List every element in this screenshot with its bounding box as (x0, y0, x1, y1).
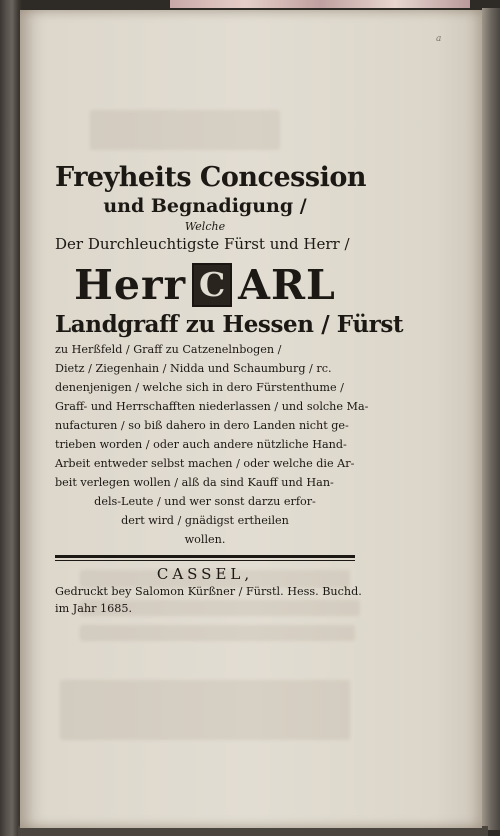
page-number: a (436, 34, 442, 44)
title-line-3: Welche (184, 220, 226, 233)
ruler-name-rest: ARL (238, 261, 336, 309)
body-line: denenjenigen / welche sich in dero Fürstenthume / (55, 381, 344, 394)
imprint-year: im Jahr 1685. (55, 602, 133, 615)
body-line: wollen. (184, 533, 226, 546)
title-line-1: Freyheits Concession (55, 162, 366, 193)
page-stack-edge (482, 8, 500, 830)
imprint-printer: Gedruckt bey Salomon Kürßner / Fürstl. Hess. Buchd. (55, 585, 362, 598)
title-page-text (55, 150, 404, 617)
body-line: zu Herßfeld / Graff zu Catzenelnbogen / (55, 343, 282, 356)
imprint-city: CASSEL, (156, 565, 254, 583)
double-rule-thick (55, 555, 355, 558)
body-text (55, 340, 369, 549)
body-line: Dietz / Ziegenhain / Nidda und Schaumburg / rc. (55, 362, 332, 375)
title-line-2: und Begnadigung / (103, 195, 307, 217)
ruler-title-word: Herr (74, 261, 187, 309)
body-line: dels-Leute / und wer sonst darzu erfor- (94, 495, 316, 508)
body-line: trieben worden / oder auch andere nützliche Hand- (55, 438, 347, 451)
body-line: dert wird / gnädigst ertheilen (121, 514, 289, 527)
body-line: Graff- und Herrschafften niederlassen / und solche Ma- (55, 400, 369, 413)
double-rule-thin (55, 560, 355, 561)
body-line: beit verlegen wollen / alß da sind Kauff und Han- (55, 476, 334, 489)
adjacent-page-edge (170, 0, 470, 8)
ruler-name-line (55, 261, 355, 309)
body-line: Arbeit entweder selbst machen / oder welche die Ar- (55, 457, 355, 470)
decorated-initial: C (192, 263, 232, 307)
title-line-4: Der Durchleuchtigste Fürst und Herr / (55, 235, 350, 253)
title-line-6: Landgraff zu Hessen / Fürst (55, 311, 404, 338)
body-line: nufacturen / so biß dahero in dero Landen nicht ge- (55, 419, 349, 432)
